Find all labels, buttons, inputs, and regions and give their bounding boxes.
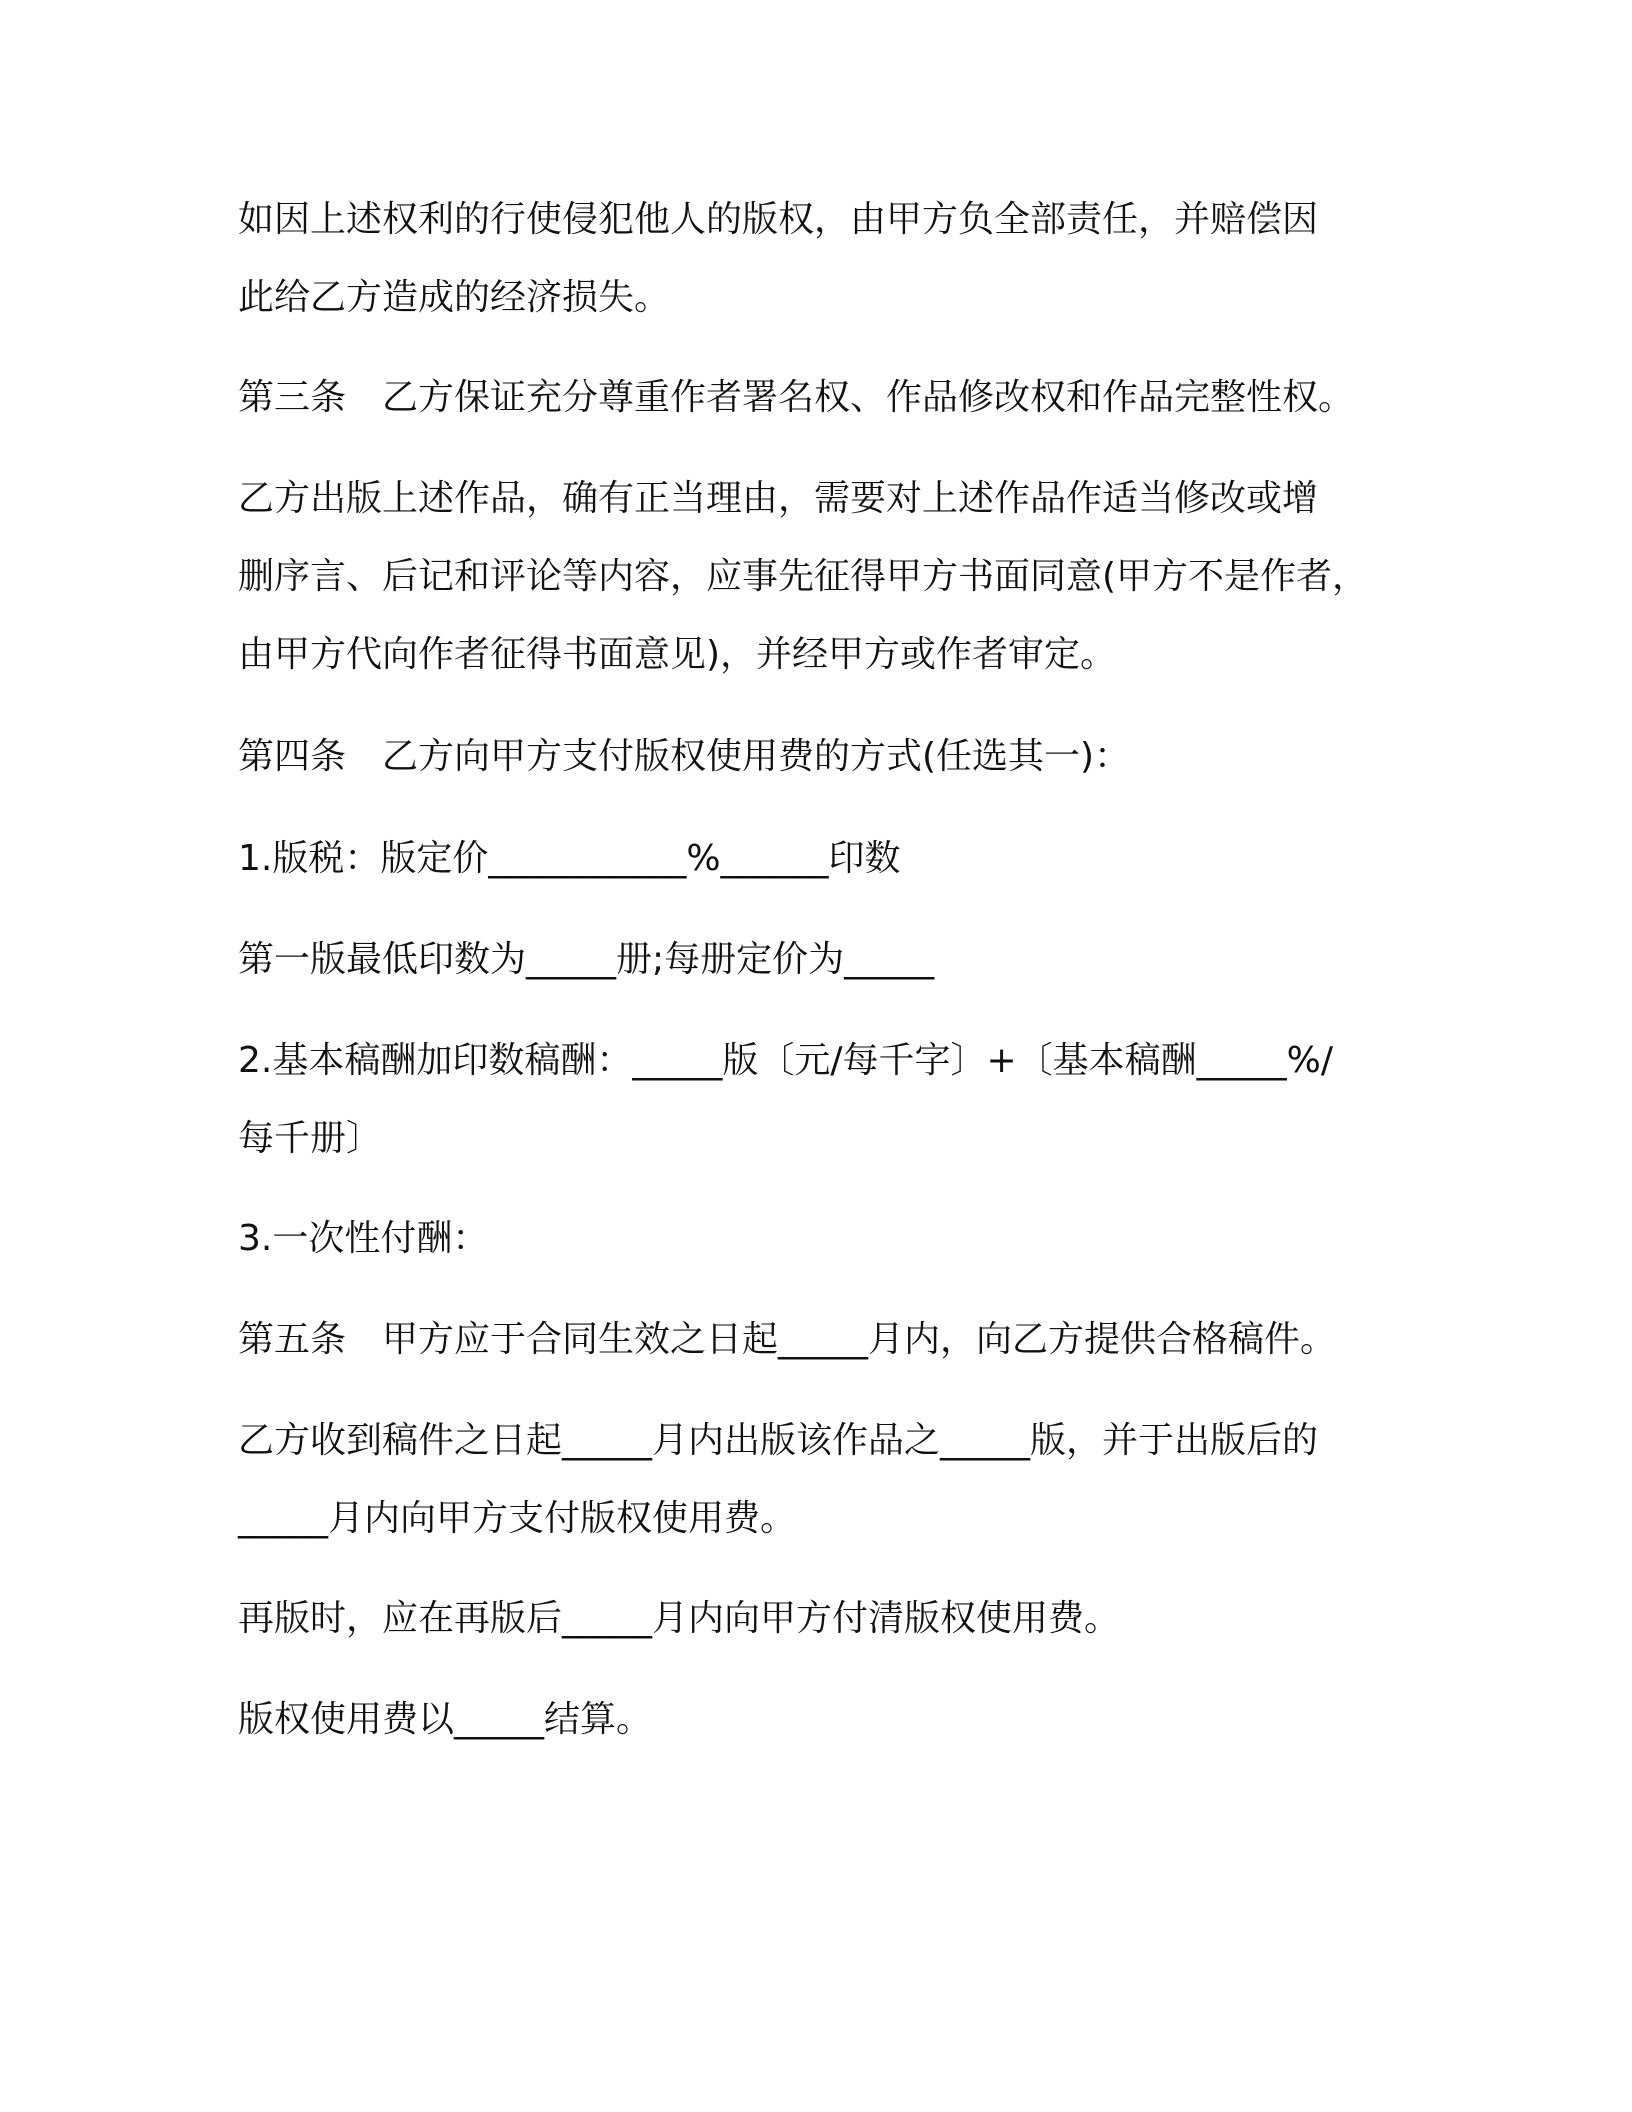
text-line: 乙方出版上述作品，确有正当理由，需要对上述作品作适当修改或增 xyxy=(238,478,1319,519)
text-line: 再版时，应在再版后_____月内向甲方付清版权使用费。 xyxy=(238,1598,1121,1639)
text-line: _____月内向甲方支付版权使用费。 xyxy=(238,1498,797,1539)
text-line: 版权使用费以_____结算。 xyxy=(238,1699,653,1740)
text-line: 第四条 乙方向甲方支付版权使用费的方式(任选其一)： xyxy=(238,736,1131,777)
text-line: 删序言、后记和评论等内容，应事先征得甲方书面同意(甲方不是作者， xyxy=(238,556,1369,597)
paragraph-publication-payment xyxy=(238,1402,1398,1558)
paragraph-reprint-payment xyxy=(238,1580,1398,1658)
text-line: 每千册〕 xyxy=(238,1118,383,1159)
text-line: 由甲方代向作者征得书面意见)，并经甲方或作者审定。 xyxy=(238,634,1117,675)
text-line: 第五条 甲方应于合同生效之日起_____月内，向乙方提供合格稿件。 xyxy=(238,1319,1337,1360)
paragraph-copyright-liability xyxy=(238,181,1398,337)
text-line: 2.基本稿酬加印数稿酬：_____版〔元/每千字〕+〔基本稿酬_____%/ xyxy=(238,1040,1333,1081)
paragraph-revision-consent xyxy=(238,460,1398,694)
paragraph-royalty-option-3 xyxy=(238,1200,1398,1278)
text-line: 此给乙方造成的经济损失。 xyxy=(238,277,671,318)
text-line: 第三条 乙方保证充分尊重作者署名权、作品修改权和作品完整性权。 xyxy=(238,377,1355,418)
paragraph-article-4 xyxy=(238,718,1398,796)
text-line: 乙方收到稿件之日起_____月内出版该作品之_____版，并于出版后的 xyxy=(238,1420,1319,1461)
text-line: 如因上述权利的行使侵犯他人的版权，由甲方负全部责任，并赔偿因 xyxy=(238,199,1319,240)
paragraph-settlement xyxy=(238,1681,1398,1759)
paragraph-min-print-run xyxy=(238,921,1398,999)
paragraph-article-3 xyxy=(238,359,1398,437)
text-line: 第一版最低印数为_____册;每册定价为_____ xyxy=(238,939,935,980)
text-line: 1.版税：版定价___________%______印数 xyxy=(238,838,901,879)
paragraph-royalty-option-2 xyxy=(238,1022,1398,1178)
paragraph-article-5 xyxy=(238,1301,1398,1379)
paragraph-royalty-option-1 xyxy=(238,820,1398,898)
text-line: 3.一次性付酬： xyxy=(238,1218,489,1259)
